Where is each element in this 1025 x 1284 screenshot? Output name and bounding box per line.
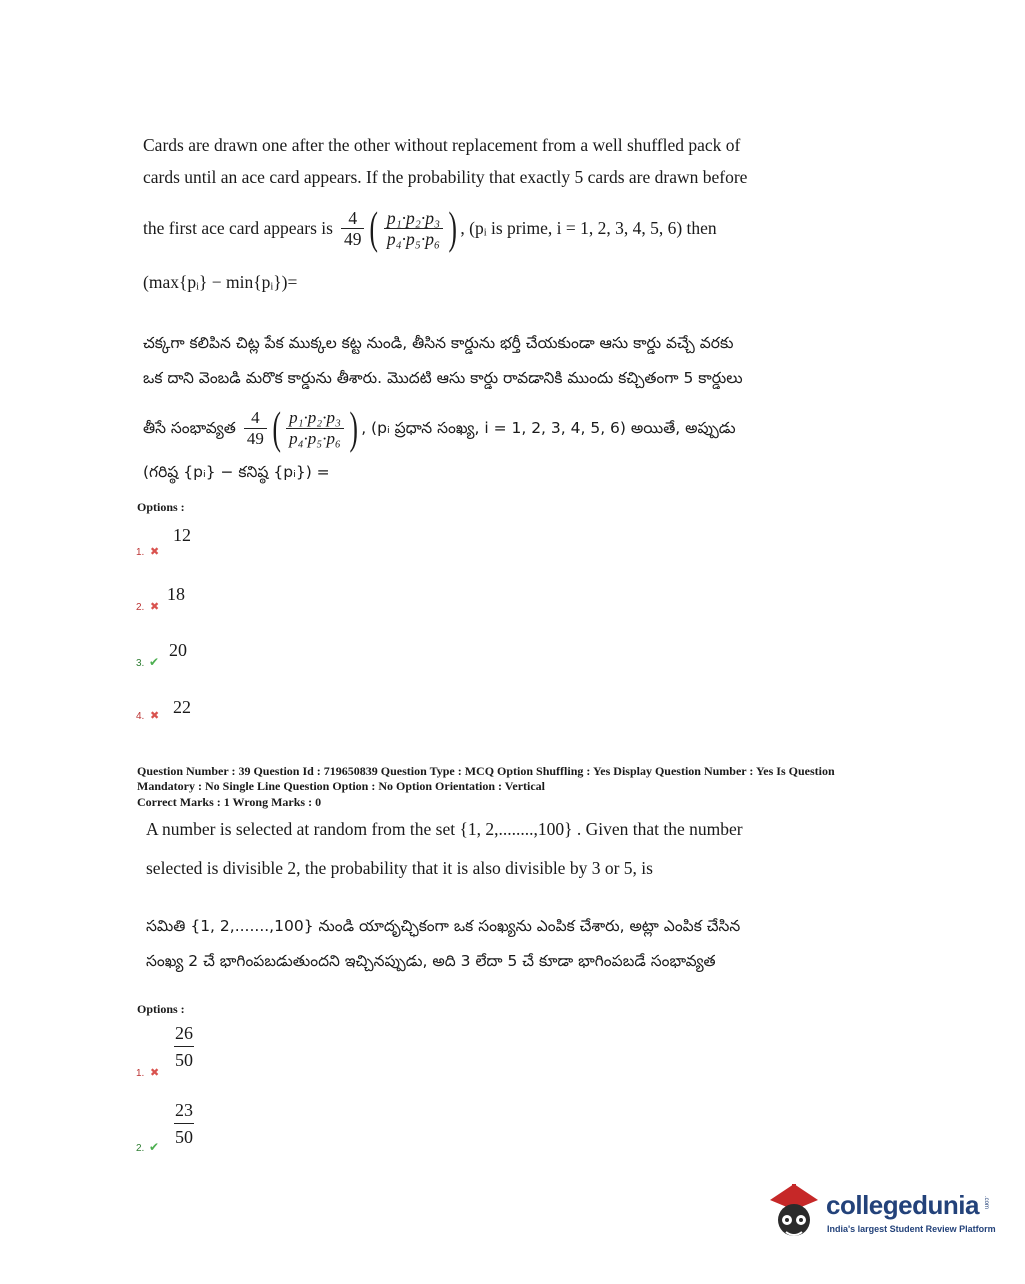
option-number: 2.: [136, 1143, 145, 1154]
logo-tagline: India's largest Student Review Platform: [827, 1224, 996, 1234]
q38-te-line-4: (గరిష్ఠ {pᵢ} − కనిష్ఠ {pᵢ}) =: [143, 463, 330, 481]
q38-te-line-3-prefix: తీసే సంభావ్యత: [143, 419, 236, 437]
q38-en-line-4: (max{pᵢ} − min{pᵢ})=: [143, 272, 298, 292]
p-numerator: p₁·p₂·p₃: [384, 209, 443, 229]
option-denominator: 50: [175, 1050, 193, 1070]
frac-numerator: 4: [341, 209, 365, 229]
mascot-icon: [764, 1180, 824, 1244]
q38-te-frac-4-49: [244, 409, 267, 448]
q39-meta-line-3: Correct Marks : 1 Wrong Marks : 0: [137, 795, 322, 809]
q38-en-line-1: Cards are drawn one after the other without replacement from a well shuffled pack of: [143, 135, 741, 155]
wrong-icon: ✖: [150, 1066, 160, 1079]
logo-wordmark: collegedunia: [826, 1190, 979, 1220]
q38-options-label: Options :: [137, 500, 185, 514]
p-denominator: p₄·p₅·p₆: [386, 228, 441, 249]
q38-te-p-fraction: [286, 409, 344, 448]
option-numerator: 23: [174, 1099, 194, 1124]
q39-en-line-2: selected is divisible 2, the probability that it is also divisible by 3 or 5, is: [146, 858, 653, 878]
option-fraction: [174, 1099, 194, 1148]
q39-en-line-1: A number is selected at random from the set {1, 2,........,100} . Given that the number: [146, 819, 743, 839]
right-paren: ): [349, 402, 358, 453]
q39-meta-line-2: Mandatory : No Single Line Question Option : No Option Orientation : Vertical: [137, 779, 546, 793]
q38-te-line-3: [143, 400, 736, 456]
correct-icon: ✔: [149, 1140, 160, 1154]
q38-te-line-1: చక్కగా కలిపిన చిట్ల పేక ముక్కల కట్ట నుండి, తీసిన కార్డును భర్తీ చేయకుండా ఆసు కార్డు వచ్చే వరకు: [143, 334, 734, 352]
option-number: 4.: [136, 711, 145, 722]
p-denominator: p₄·p₅·p₆: [289, 428, 341, 448]
option-denominator: 50: [175, 1127, 193, 1147]
wrong-icon: ✖: [150, 709, 160, 722]
option-value: 22: [173, 697, 191, 717]
wrong-icon: ✖: [150, 600, 160, 613]
q38-en-line-2: cards until an ace card appears. If the probability that exactly 5 cards are drawn before: [143, 167, 748, 187]
option-value: 12: [173, 525, 191, 545]
option-fraction: [174, 1022, 194, 1071]
q38-en-line-3-suffix: , (pᵢ is prime, i = 1, 2, 3, 4, 5, 6) then: [460, 218, 717, 238]
q38-en-line-3-prefix: the first ace card appears is: [143, 218, 333, 238]
p-numerator: p₁·p₂·p₃: [286, 409, 344, 429]
option-number: 3.: [136, 658, 145, 669]
option-number: 1.: [136, 1068, 145, 1079]
q38-p-fraction: [384, 209, 443, 248]
option-value: 18: [167, 584, 185, 604]
left-paren: (: [369, 202, 379, 253]
logo-tld: .com: [983, 1196, 989, 1210]
frac-denominator: 49: [343, 228, 362, 249]
option-numerator: 26: [174, 1022, 194, 1047]
q38-te-line-3-suffix: , (pᵢ ప్రధాన సంఖ్య, i = 1, 2, 3, 4, 5, 6) అయితే, అప్పుడు: [361, 419, 736, 437]
collegedunia-logo[interactable]: [764, 1176, 1004, 1248]
frac-denominator: 49: [246, 428, 264, 448]
left-paren: (: [272, 402, 281, 453]
q38-te-line-2: ఒక దాని వెంబడి మరొక కార్డును తీశారు. మొదటి ఆసు కార్డు రావడానికి ముందు కచ్చితంగా 5 కార్డులు: [143, 369, 743, 387]
right-paren: ): [448, 202, 457, 253]
q38-frac-4-49: [341, 209, 365, 248]
correct-icon: ✔: [149, 655, 160, 669]
q39-options-label: Options :: [137, 1002, 185, 1016]
q39-meta-line-1: Question Number : 39 Question Id : 719650839 Question Type : MCQ Option Shuffling : Yes Display Question Number : Yes Is Question: [137, 764, 835, 778]
option-value: 20: [169, 640, 187, 660]
q38-en-line-3: [143, 200, 717, 256]
frac-numerator: 4: [244, 409, 267, 429]
q39-te-line-1: సమితి {1, 2,.......,100} నుండి యాదృచ్ఛికంగా ఒక సంఖ్యను ఎంపిక చేశారు, అట్లా ఎంపిక చేసిన: [146, 917, 741, 935]
wrong-icon: ✖: [150, 545, 160, 558]
q39-te-line-2: సంఖ్య 2 చే భాగింపబడుతుందని ఇచ్చినప్పుడు, అది 3 లేదా 5 చే కూడా భాగింపబడే సంభావ్యత: [146, 952, 716, 970]
option-number: 2.: [136, 602, 145, 613]
option-number: 1.: [136, 547, 145, 558]
